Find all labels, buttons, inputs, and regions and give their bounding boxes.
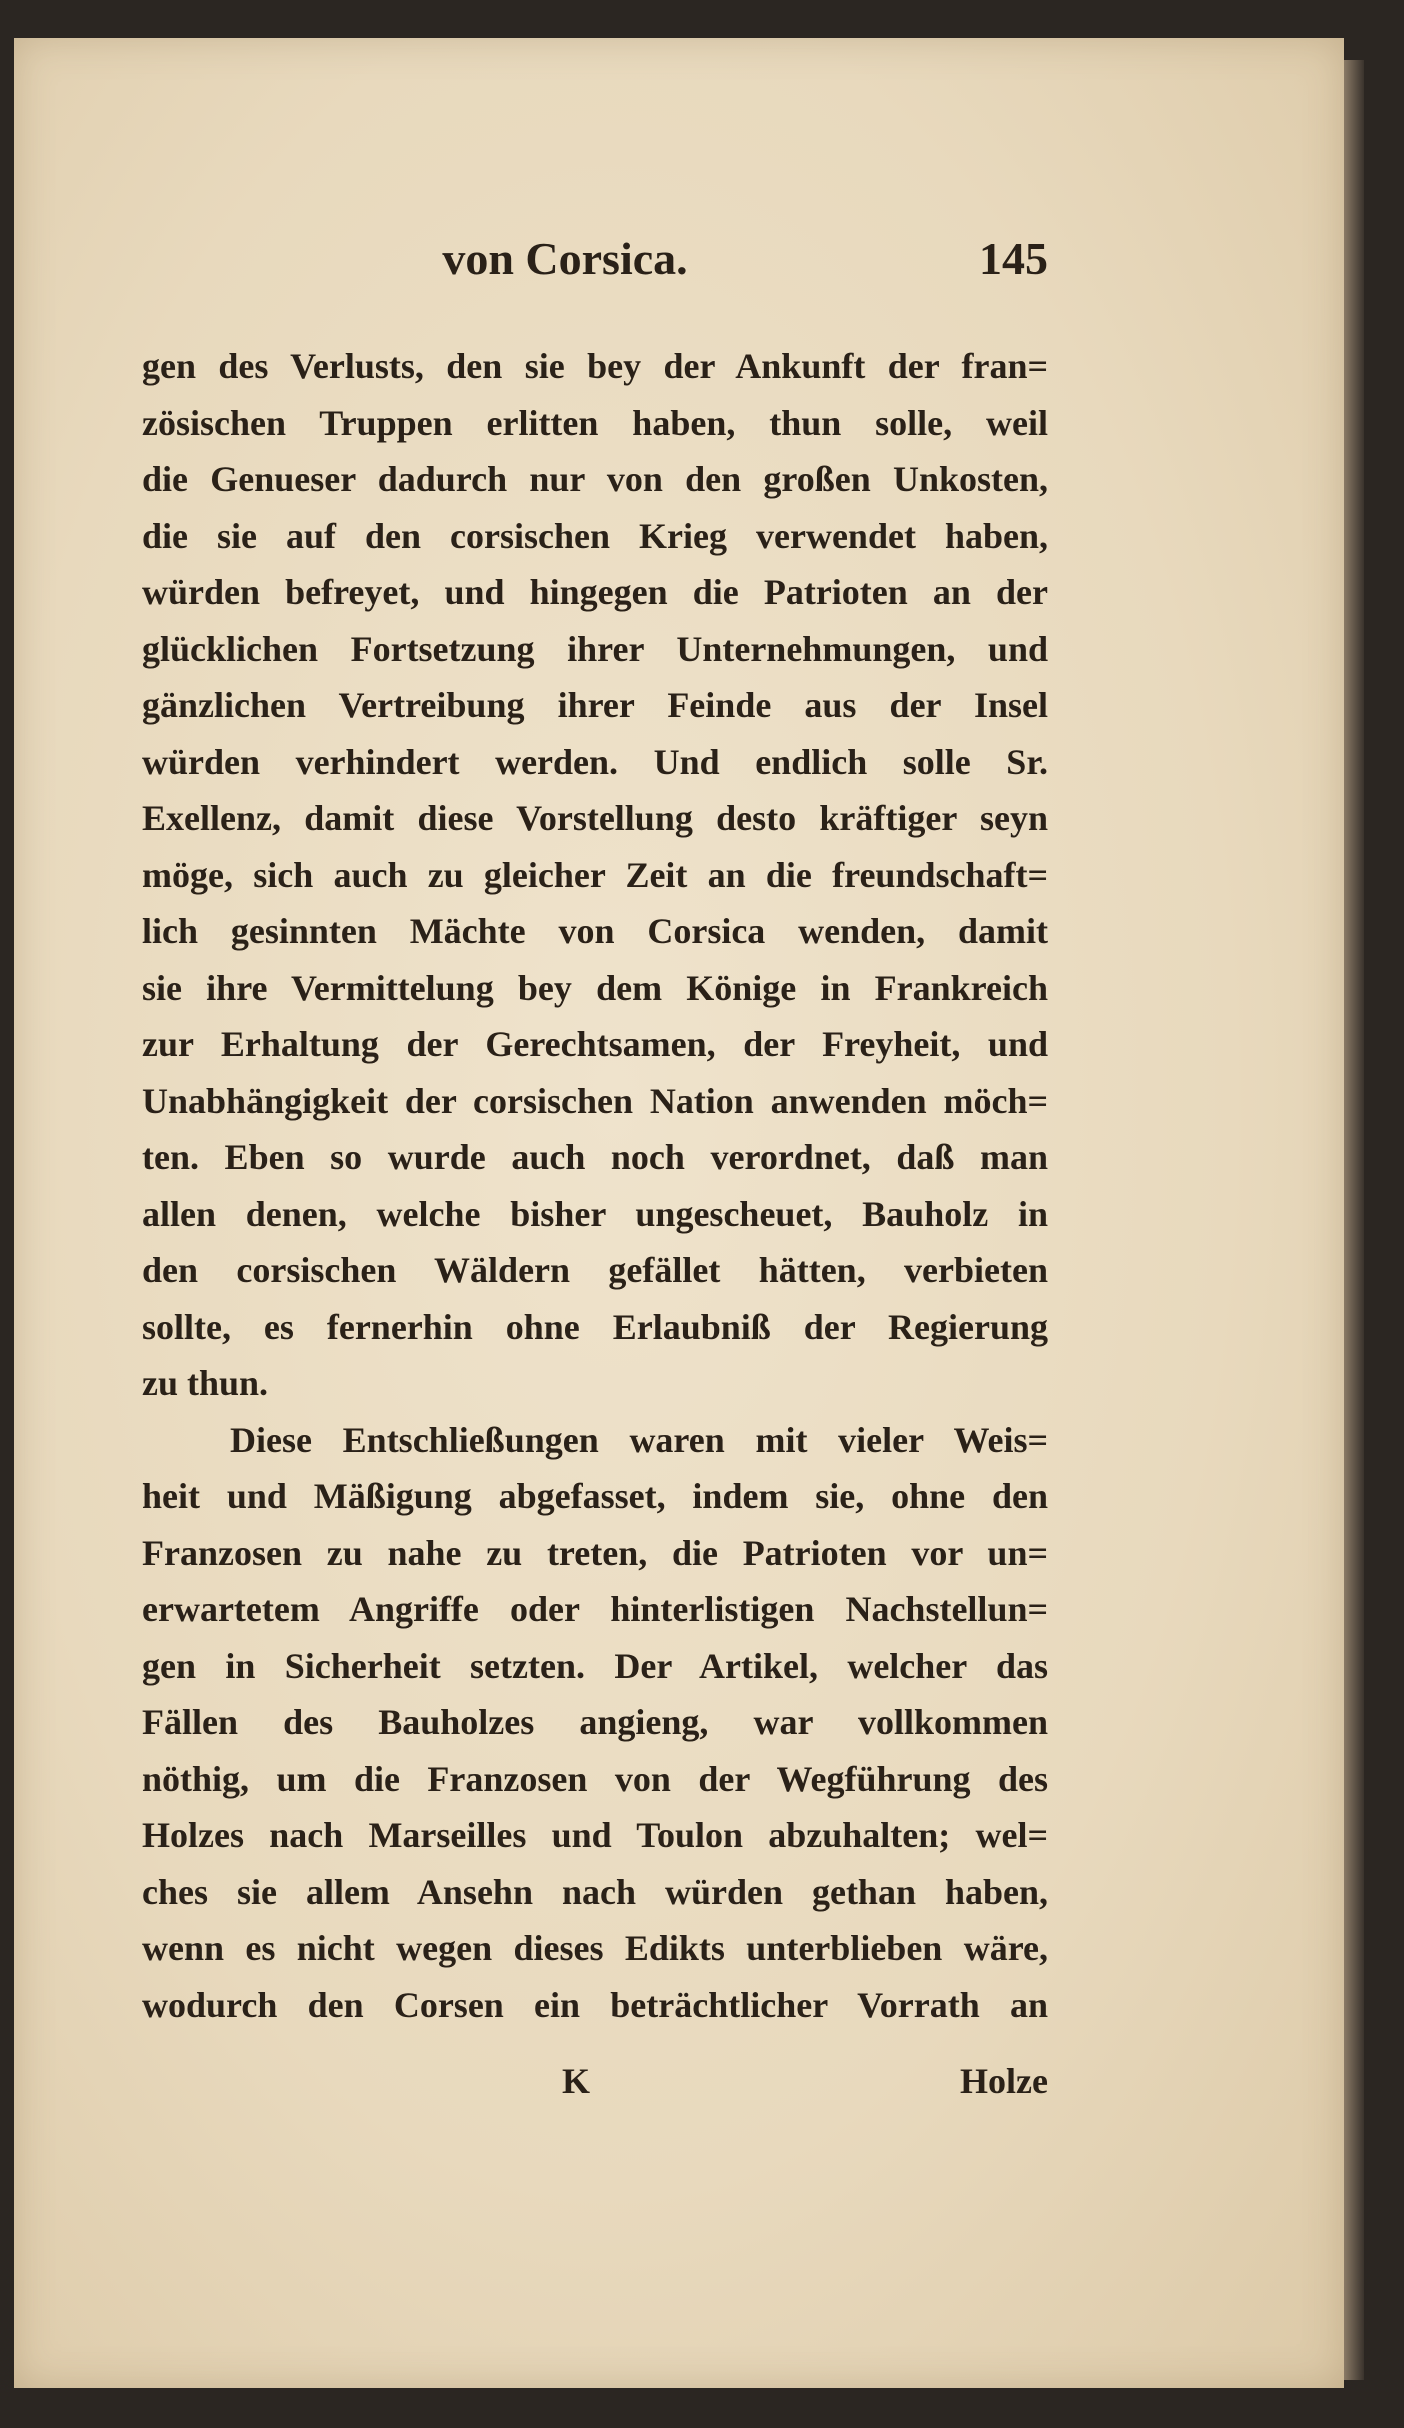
text-line: allen denen, welche bisher ungescheuet, Bauholz in (142, 1193, 1048, 1234)
text-line: zösischen Truppen erlitten haben, thun solle, weil (142, 402, 1048, 443)
text-line: ches sie allem Ansehn nach würden gethan haben, (142, 1871, 1048, 1912)
text-line: den corsischen Wäldern gefället hätten, verbieten (142, 1250, 1048, 1290)
text-line: würden verhindert werden. Und endlich solle Sr. (142, 741, 1048, 782)
text-line: zur Erhaltung der Gerechtsamen, der Freyheit, und (142, 1024, 1048, 1064)
text-line: möge, sich auch zu gleicher Zeit an die freundschaft= (142, 854, 1048, 895)
text-line: die sie auf den corsischen Krieg verwendet haben, (142, 515, 1048, 556)
catchword: Holze (960, 2061, 1048, 2101)
body-text (142, 338, 1048, 2033)
running-title: von Corsica. (442, 233, 688, 284)
text-line: ten. Eben so wurde auch noch verordnet, daß man (142, 1137, 1048, 1177)
text-line: würden befreyet, und hingegen die Patrioten an der (142, 572, 1048, 612)
text-line: zu thun. (142, 1363, 269, 1403)
text-line: gänzlichen Vertreibung ihrer Feinde aus der Insel (142, 685, 1048, 725)
text-line: sollte, es fernerhin ohne Erlaubniß der Regierung (142, 1306, 1048, 1347)
signature-mark: K (562, 2061, 591, 2101)
text-line: lich gesinnten Mächte von Corsica wenden, damit (142, 911, 1048, 951)
text-line: nöthig, um die Franzosen von der Wegführung des (142, 1758, 1048, 1799)
text-line: gen des Verlusts, den sie bey der Ankunft der fran= (142, 346, 1048, 386)
text-line: die Genueser dadurch nur von den großen Unkosten, (142, 459, 1048, 499)
text-line: Unabhängigkeit der corsischen Nation anwenden möch= (142, 1080, 1048, 1121)
page-edge (1344, 60, 1364, 2380)
text-line: heit und Mäßigung abgefasset, indem sie, ohne den (142, 1476, 1048, 1516)
text-line: wodurch den Corsen ein beträchtlicher Vorrath an (142, 1984, 1048, 2025)
text-line: glücklichen Fortsetzung ihrer Unternehmungen, und (142, 628, 1048, 669)
text-line: wenn es nicht wegen dieses Edikts unterblieben wäre, (142, 1928, 1048, 1968)
text-line: sie ihre Vermittelung bey dem Könige in Frankreich (142, 967, 1048, 1008)
page-header (142, 232, 1048, 292)
text-line: Exellenz, damit diese Vorstellung desto kräftiger seyn (142, 798, 1048, 838)
text-line: Franzosen zu nahe zu treten, die Patrioten vor un= (142, 1532, 1048, 1573)
text-line: Diese Entschließungen waren mit vieler Weis= (230, 1419, 1048, 1460)
text-line: erwartetem Angriffe oder hinterlistigen Nachstellun= (142, 1589, 1048, 1629)
page-number: 145 (979, 233, 1048, 284)
text-line: gen in Sicherheit setzten. Der Artikel, welcher das (142, 1645, 1048, 1686)
text-line: Holzes nach Marseilles und Toulon abzuhalten; wel= (142, 1815, 1048, 1855)
page-footer (142, 2060, 1048, 2116)
text-line: Fällen des Bauholzes angieng, war vollkommen (142, 1702, 1048, 1742)
